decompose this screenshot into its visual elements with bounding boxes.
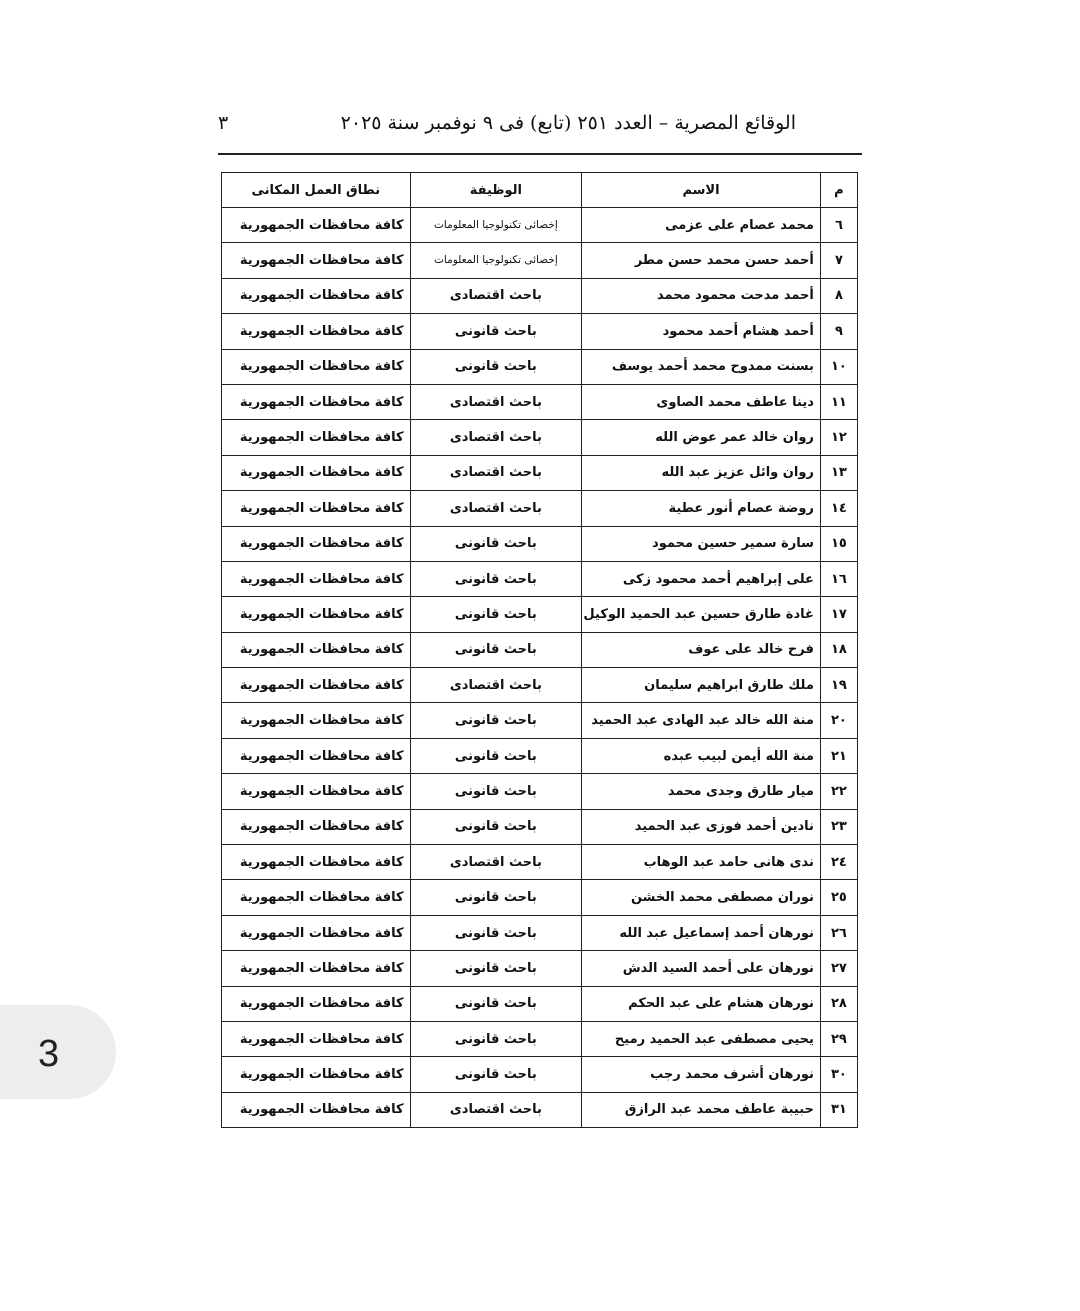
row-number: ١٥ bbox=[820, 526, 857, 561]
row-scope: كافة محافظات الجمهورية bbox=[222, 314, 411, 349]
table-row bbox=[222, 208, 858, 243]
table-row bbox=[222, 809, 858, 844]
header-job: الوظيفة bbox=[410, 173, 582, 208]
row-name: غادة طارق حسين عبد الحميد الوكيل bbox=[582, 597, 821, 632]
row-scope: كافة محافظات الجمهورية bbox=[222, 951, 411, 986]
table-row bbox=[222, 491, 858, 526]
gazette-title: الوقائع المصرية – العدد ٢٥١ (تابع) فى ٩ نوفمبر سنة ٢٠٢٥ bbox=[340, 112, 796, 134]
header-name: الاسم bbox=[582, 173, 821, 208]
row-name: روان وائل عزيز عبد الله bbox=[582, 455, 821, 490]
row-name: ملك طارق ابراهيم سليمان bbox=[582, 668, 821, 703]
row-scope: كافة محافظات الجمهورية bbox=[222, 349, 411, 384]
row-name: على إبراهيم أحمد محمود زكى bbox=[582, 561, 821, 596]
row-number: ١٧ bbox=[820, 597, 857, 632]
row-job: باحث قانونى bbox=[410, 526, 582, 561]
row-name: سارة سمير حسين محمود bbox=[582, 526, 821, 561]
row-scope: كافة محافظات الجمهورية bbox=[222, 632, 411, 667]
row-number: ٢٥ bbox=[820, 880, 857, 915]
row-number: ١٩ bbox=[820, 668, 857, 703]
row-job: باحث قانونى bbox=[410, 880, 582, 915]
table-row bbox=[222, 526, 858, 561]
table-row bbox=[222, 314, 858, 349]
row-name: نورهان هشام على عبد الحكم bbox=[582, 986, 821, 1021]
header-page-number: ٣ bbox=[218, 112, 229, 134]
table-row bbox=[222, 561, 858, 596]
row-scope: كافة محافظات الجمهورية bbox=[222, 455, 411, 490]
table-row bbox=[222, 420, 858, 455]
row-scope: كافة محافظات الجمهورية bbox=[222, 597, 411, 632]
page-header bbox=[218, 112, 862, 142]
row-job: باحث قانونى bbox=[410, 774, 582, 809]
page-number: 3 bbox=[38, 1033, 60, 1075]
row-job: باحث قانونى bbox=[410, 314, 582, 349]
table-row bbox=[222, 349, 858, 384]
row-scope: كافة محافظات الجمهورية bbox=[222, 845, 411, 880]
table-row bbox=[222, 951, 858, 986]
row-scope: كافة محافظات الجمهورية bbox=[222, 278, 411, 313]
row-number: ٢٩ bbox=[820, 1021, 857, 1056]
row-name: نورهان أحمد إسماعيل عبد الله bbox=[582, 915, 821, 950]
row-scope: كافة محافظات الجمهورية bbox=[222, 915, 411, 950]
row-name: أحمد هشام أحمد محمود bbox=[582, 314, 821, 349]
table-row bbox=[222, 1057, 858, 1092]
row-number: ١٢ bbox=[820, 420, 857, 455]
row-scope: كافة محافظات الجمهورية bbox=[222, 738, 411, 773]
row-scope: كافة محافظات الجمهورية bbox=[222, 243, 411, 278]
row-number: ٢٦ bbox=[820, 915, 857, 950]
row-name: نوران مصطفى محمد الخشن bbox=[582, 880, 821, 915]
row-job: باحث قانونى bbox=[410, 349, 582, 384]
row-scope: كافة محافظات الجمهورية bbox=[222, 703, 411, 738]
row-name: أحمد حسن محمد حسن مطر bbox=[582, 243, 821, 278]
table-row bbox=[222, 1021, 858, 1056]
row-number: ٩ bbox=[820, 314, 857, 349]
row-job: باحث قانونى bbox=[410, 561, 582, 596]
row-number: ٢٤ bbox=[820, 845, 857, 880]
table-row bbox=[222, 1092, 858, 1127]
row-number: ١٤ bbox=[820, 491, 857, 526]
row-job: باحث اقتصادى bbox=[410, 420, 582, 455]
row-name: نورهان على أحمد السيد الدش bbox=[582, 951, 821, 986]
row-name: محمد عصام على عزمى bbox=[582, 208, 821, 243]
row-number: ٦ bbox=[820, 208, 857, 243]
row-number: ٣٠ bbox=[820, 1057, 857, 1092]
row-job: باحث اقتصادى bbox=[410, 845, 582, 880]
row-scope: كافة محافظات الجمهورية bbox=[222, 774, 411, 809]
row-scope: كافة محافظات الجمهورية bbox=[222, 420, 411, 455]
table-row bbox=[222, 384, 858, 419]
row-job: إخصائى تكنولوجيا المعلومات bbox=[410, 208, 582, 243]
header-num: م bbox=[820, 173, 857, 208]
employees-table bbox=[221, 172, 858, 1128]
row-scope: كافة محافظات الجمهورية bbox=[222, 880, 411, 915]
row-scope: كافة محافظات الجمهورية bbox=[222, 1092, 411, 1127]
table-row bbox=[222, 774, 858, 809]
row-scope: كافة محافظات الجمهورية bbox=[222, 526, 411, 561]
row-number: ٧ bbox=[820, 243, 857, 278]
row-job: باحث قانونى bbox=[410, 703, 582, 738]
row-number: ٨ bbox=[820, 278, 857, 313]
row-name: فرح خالد على عوف bbox=[582, 632, 821, 667]
table-row bbox=[222, 880, 858, 915]
header-rule bbox=[218, 153, 862, 155]
row-name: ميار طارق وجدى محمد bbox=[582, 774, 821, 809]
row-job: باحث اقتصادى bbox=[410, 491, 582, 526]
row-scope: كافة محافظات الجمهورية bbox=[222, 1057, 411, 1092]
row-job: باحث قانونى bbox=[410, 809, 582, 844]
table-body bbox=[222, 208, 858, 1128]
row-number: ٢١ bbox=[820, 738, 857, 773]
row-job: باحث قانونى bbox=[410, 1021, 582, 1056]
table-row bbox=[222, 668, 858, 703]
table-row bbox=[222, 986, 858, 1021]
row-name: حبيبة عاطف محمد عبد الرازق bbox=[582, 1092, 821, 1127]
table-row bbox=[222, 278, 858, 313]
table-header-row bbox=[222, 173, 858, 208]
row-number: ٢٨ bbox=[820, 986, 857, 1021]
table-row bbox=[222, 455, 858, 490]
table-row bbox=[222, 738, 858, 773]
row-scope: كافة محافظات الجمهورية bbox=[222, 208, 411, 243]
row-number: ١١ bbox=[820, 384, 857, 419]
row-name: بسنت ممدوح محمد أحمد يوسف bbox=[582, 349, 821, 384]
row-job: باحث قانونى bbox=[410, 951, 582, 986]
row-name: روان خالد عمر عوض الله bbox=[582, 420, 821, 455]
row-number: ٢٣ bbox=[820, 809, 857, 844]
row-scope: كافة محافظات الجمهورية bbox=[222, 384, 411, 419]
row-job: باحث اقتصادى bbox=[410, 455, 582, 490]
row-job: باحث اقتصادى bbox=[410, 384, 582, 419]
row-name: روضة عصام أنور عطية bbox=[582, 491, 821, 526]
row-scope: كافة محافظات الجمهورية bbox=[222, 491, 411, 526]
table-row bbox=[222, 243, 858, 278]
row-job: باحث اقتصادى bbox=[410, 1092, 582, 1127]
row-scope: كافة محافظات الجمهورية bbox=[222, 1021, 411, 1056]
row-name: يحيى مصطفى عبد الحميد رميح bbox=[582, 1021, 821, 1056]
row-job: باحث اقتصادى bbox=[410, 668, 582, 703]
row-job: باحث اقتصادى bbox=[410, 278, 582, 313]
row-name: أحمد مدحت محمود محمد bbox=[582, 278, 821, 313]
row-name: نادين أحمد فوزى عبد الحميد bbox=[582, 809, 821, 844]
row-job: باحث قانونى bbox=[410, 986, 582, 1021]
row-job: باحث قانونى bbox=[410, 738, 582, 773]
row-number: ١٦ bbox=[820, 561, 857, 596]
row-scope: كافة محافظات الجمهورية bbox=[222, 986, 411, 1021]
header-scope: نطاق العمل المكانى bbox=[222, 173, 411, 208]
row-scope: كافة محافظات الجمهورية bbox=[222, 668, 411, 703]
row-number: ١٨ bbox=[820, 632, 857, 667]
row-number: ٢٧ bbox=[820, 951, 857, 986]
row-name: منة الله خالد عبد الهادى عبد الحميد bbox=[582, 703, 821, 738]
table-row bbox=[222, 703, 858, 738]
row-job: باحث قانونى bbox=[410, 1057, 582, 1092]
row-name: ندى هانى حامد عبد الوهاب bbox=[582, 845, 821, 880]
row-job: باحث قانونى bbox=[410, 915, 582, 950]
table-row bbox=[222, 632, 858, 667]
row-number: ٣١ bbox=[820, 1092, 857, 1127]
row-number: ١٠ bbox=[820, 349, 857, 384]
row-scope: كافة محافظات الجمهورية bbox=[222, 809, 411, 844]
row-number: ٢٢ bbox=[820, 774, 857, 809]
table-row bbox=[222, 845, 858, 880]
row-job: إخصائى تكنولوجيا المعلومات bbox=[410, 243, 582, 278]
page-number-badge bbox=[0, 1005, 116, 1099]
row-job: باحث قانونى bbox=[410, 632, 582, 667]
row-name: دينا عاطف محمد الصاوى bbox=[582, 384, 821, 419]
row-job: باحث قانونى bbox=[410, 597, 582, 632]
row-name: منة الله أيمن لبيب عبده bbox=[582, 738, 821, 773]
row-number: ١٣ bbox=[820, 455, 857, 490]
row-number: ٢٠ bbox=[820, 703, 857, 738]
table-row bbox=[222, 597, 858, 632]
row-name: نورهان أشرف محمد رجب bbox=[582, 1057, 821, 1092]
table-row bbox=[222, 915, 858, 950]
row-scope: كافة محافظات الجمهورية bbox=[222, 561, 411, 596]
